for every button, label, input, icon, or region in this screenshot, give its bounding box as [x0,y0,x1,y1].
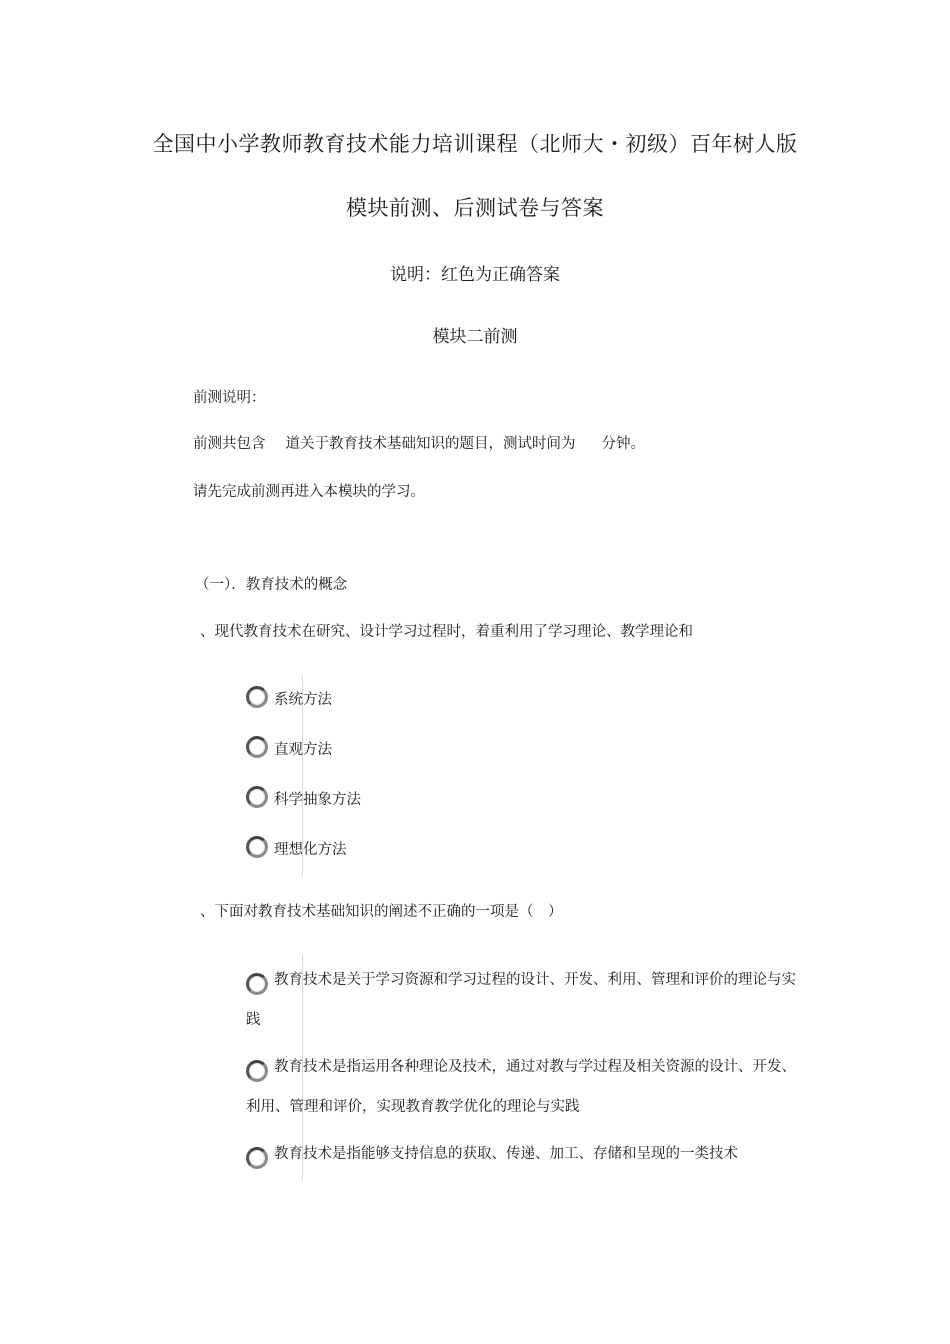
option-label: 直观方法 [274,742,332,758]
intro-line-1-part-3: 分钟。 [601,436,645,452]
option-label: 理想化方法 [274,842,347,858]
question-2-text: 、下面对教育技术基础知识的阐述不正确的一项是（ ） [200,904,563,920]
option-label: 教育技术是指能够支持信息的获取、传递、加工、存储和呈现的一类技术 [274,1146,738,1162]
question-2-option-2[interactable] [246,1047,806,1127]
answer-note: 说明：红色为正确答案 [390,265,560,285]
radio-button-icon[interactable] [246,686,268,708]
intro-label: 前测说明： [193,390,266,406]
question-1-option-3[interactable] [246,788,361,810]
option-label: 科学抽象方法 [274,792,361,808]
radio-button-icon[interactable] [246,736,268,758]
radio-button-icon[interactable] [246,836,268,858]
intro-line-1-part-2: 道关于教育技术基础知识的题目，测试时间为 [285,436,576,452]
radio-button-icon[interactable] [246,1060,268,1082]
option-label: 教育技术是指运用各种理论及技术，通过对教与学过程及相关资源的设计、开发、利用、管理和评价，实现教育教学优化的理论与实践 [246,1059,796,1115]
question-1-option-1[interactable] [246,688,332,710]
option-label: 系统方法 [274,692,332,708]
question-1-text: 、现代教育技术在研究、设计学习过程时，着重利用了学习理论、教学理论和 [200,624,693,640]
question-1-option-2[interactable] [246,738,332,760]
question-1-option-4[interactable] [246,838,347,860]
document-subtitle: 模块前测、后测试卷与答案 [346,196,604,220]
intro-line-2: 请先完成前测再进入本模块的学习。 [193,484,425,500]
radio-button-icon[interactable] [246,1147,268,1169]
radio-button-icon[interactable] [246,973,268,995]
question-2-option-1[interactable] [246,960,806,1040]
option-label: 教育技术是关于学习资源和学习过程的设计、开发、利用、管理和评价的理论与实践 [246,972,796,1028]
section-heading: （一）．教育技术的概念 [195,577,348,593]
module-title: 模块二前测 [432,327,518,347]
radio-button-icon[interactable] [246,786,268,808]
question-2-option-3[interactable] [246,1134,806,1174]
document-title: 全国中小学教师教育技术能力培训课程（北师大・初级）百年树人版 [152,132,798,156]
intro-line-1 [193,432,645,453]
intro-line-1-part-1: 前测共包含 [193,436,266,452]
